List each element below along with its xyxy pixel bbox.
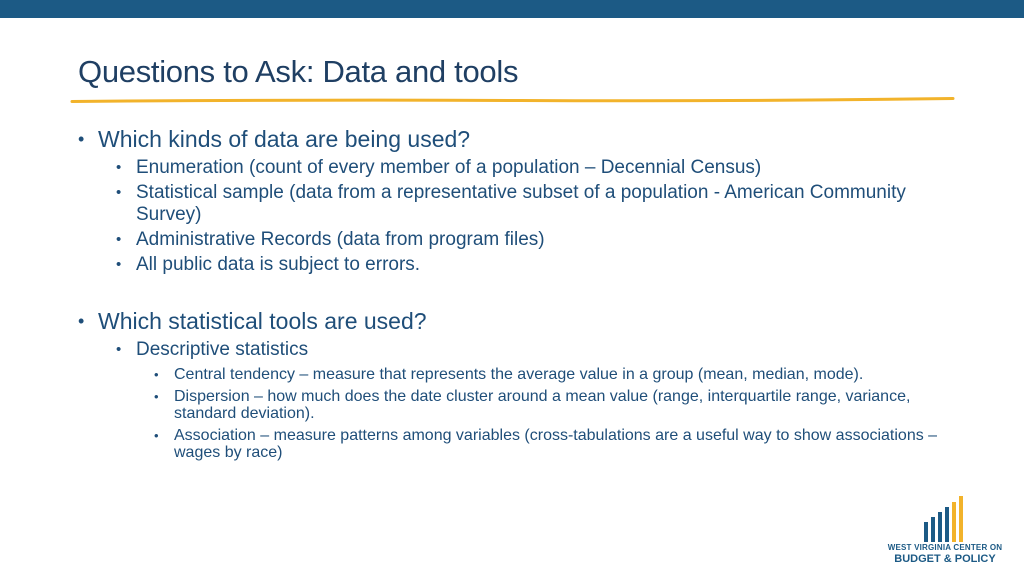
bullet-marker: • — [116, 256, 122, 273]
organization-logo — [878, 496, 1008, 566]
list-item-text: Central tendency – measure that represents the average value in a group (mean, median, mode). — [174, 366, 864, 383]
bullet-statistical-tools — [78, 306, 948, 336]
bullet-marker: • — [154, 367, 159, 382]
title-underline — [0, 0, 1024, 110]
list-item — [78, 366, 948, 383]
list-item-text: Dispersion – how much does the date cluster around a mean value (range, interquartile range, variance, standard deviation). — [174, 388, 911, 422]
bullet-marker: • — [116, 159, 122, 176]
bar-chart-icon — [924, 496, 968, 542]
bullet-marker: • — [154, 428, 159, 443]
data-kinds-heading: Which kinds of data are being used? — [98, 126, 471, 152]
logo-text-line1: WEST VIRGINIA CENTER ON — [887, 543, 1003, 552]
list-item — [78, 229, 948, 251]
descriptive-statistics-label: Descriptive statistics — [136, 339, 309, 360]
list-item — [78, 388, 948, 422]
bullet-marker: • — [116, 341, 122, 358]
list-item-text: Statistical sample (data from a representative subset of a population - American Community Survey) — [136, 182, 906, 225]
list-item-text: Association – measure patterns among variables (cross-tabulations are a useful way to show associations – wages by race) — [174, 427, 938, 461]
bullet-marker: • — [78, 129, 85, 149]
bullet-data-kinds — [78, 124, 948, 154]
list-item — [78, 182, 948, 226]
list-item — [78, 157, 948, 179]
slide-body — [78, 124, 948, 461]
list-item — [78, 339, 948, 361]
section-spacer — [78, 276, 948, 306]
list-item-text: Enumeration (count of every member of a population – Decennial Census) — [136, 157, 762, 178]
bullet-marker: • — [116, 184, 122, 201]
statistical-tools-heading: Which statistical tools are used? — [98, 308, 427, 334]
logo-text-line2: BUDGET & POLICY — [894, 553, 996, 565]
list-item — [78, 254, 948, 276]
bullet-marker: • — [116, 231, 122, 248]
slide-title: Questions to Ask: Data and tools — [78, 54, 519, 89]
list-item-text: Administrative Records (data from program files) — [136, 229, 545, 250]
bullet-marker: • — [154, 389, 159, 404]
list-item-text: All public data is subject to errors. — [136, 254, 421, 275]
list-item — [78, 427, 948, 461]
bullet-marker: • — [78, 311, 85, 331]
